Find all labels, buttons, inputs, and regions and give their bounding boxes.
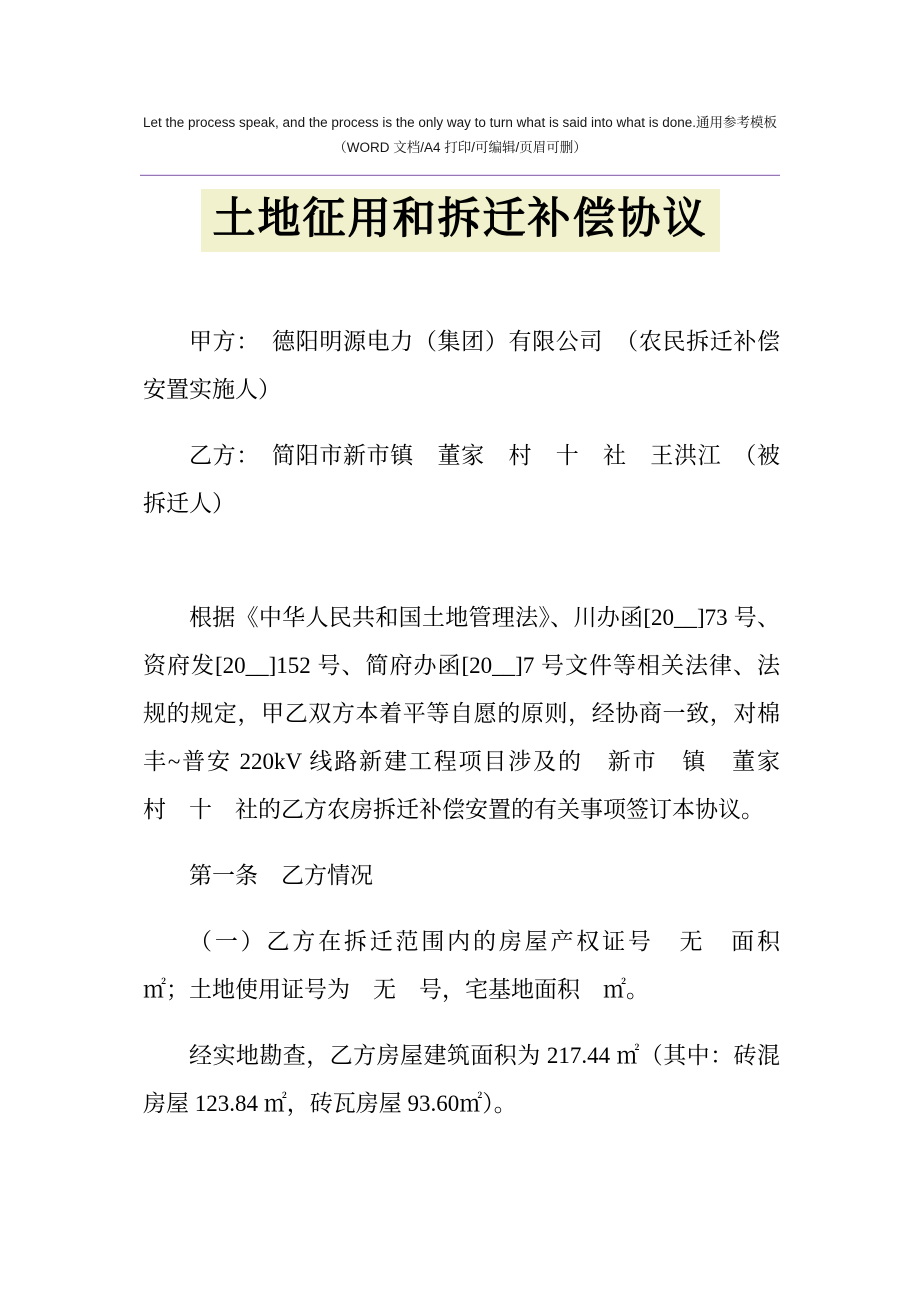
heading-article-1: 第一条 乙方情况	[189, 863, 373, 889]
header-note-line2: （WORD 文档/A4 打印/可编辑/页眉可删）	[333, 140, 587, 155]
header-note-line1: Let the process speak, and the process is the only way to turn what is said into what is done.通用参考模板	[142, 115, 778, 130]
paragraph-article1-item1: （一）乙方在拆迁范围内的房屋产权证号 无 面积 ㎡；土地使用证号为 无 号，宅基地面积 ㎡。	[143, 929, 803, 1003]
paragraph-party-a: 甲方： 德阳明源电力（集团）有限公司 （农民拆迁补偿安置实施人）	[143, 329, 780, 403]
document-body	[143, 318, 803, 1128]
title-row	[0, 189, 920, 252]
paragraph-survey-result: 经实地勘查，乙方房屋建筑面积为 217.44 ㎡（其中：砖混房屋 123.84 ㎡，砖瓦房屋 93.60㎡）。	[143, 1043, 780, 1117]
header-divider	[140, 174, 780, 176]
document-title: 土地征用和拆迁补偿协议	[201, 189, 720, 252]
header-note	[120, 0, 800, 160]
paragraph-party-b: 乙方： 简阳市新市镇 董家 村 十 社 王洪江 （被拆迁人）	[143, 443, 780, 517]
paragraph-preamble: 根据《中华人民共和国土地管理法》、川办函[20__]73 号、资府发[20__]152 号、简府办函[20__]7 号文件等相关法律、法规的规定，甲乙双方本着平等自愿的原则，经协商一致，对棉丰~普安 220kV 线路新建工程项目涉及的 新市 镇 董家 村 十 社的乙方农房拆迁补偿安置的有关事项签订本协议。	[143, 605, 803, 823]
